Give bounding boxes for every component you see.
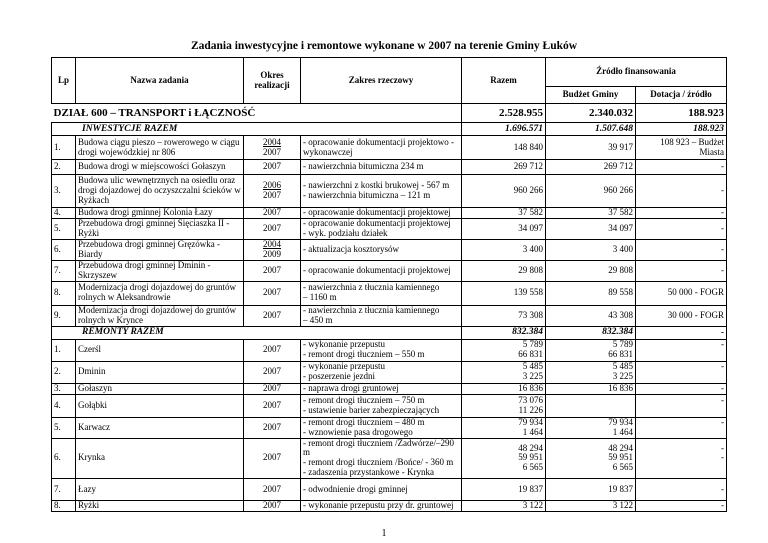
line: - nawierzchni z kostki brukowej - 567 m <box>303 180 450 191</box>
repair-budget <box>546 383 636 394</box>
repair-budget <box>546 361 636 383</box>
header-source: Źródło finansowania <box>546 58 727 87</box>
line: 3 122 <box>522 500 543 511</box>
repair-budget <box>546 479 636 501</box>
location-name: Czerśl <box>76 339 244 361</box>
repair-total <box>462 501 546 512</box>
task-period <box>244 160 301 175</box>
task-period <box>244 219 301 240</box>
row-lp: 5. <box>52 417 76 438</box>
task-name: Modernizacja drogi dojazdowej do gruntów rolnych w Krynce <box>76 305 244 326</box>
task-name: Budowa drogi gminnej Kolonia Łazy <box>76 208 244 219</box>
line: - opracowanie dokumentacji projektowej <box>303 218 451 229</box>
line <box>638 372 724 382</box>
repair-scope <box>301 394 462 417</box>
task-grant: - <box>636 240 727 261</box>
row-lp: 6. <box>52 438 76 479</box>
repair-budget <box>546 501 636 512</box>
task-grant: 108 923 – Budżet Miasta <box>636 136 727 160</box>
header-scope: Zakres rzeczowy <box>301 58 462 104</box>
row-lp: 3. <box>52 175 76 208</box>
header-period: Okres realizacji <box>244 58 301 104</box>
row-lp: 2. <box>52 160 76 175</box>
location-name: Łazy <box>76 479 244 501</box>
task-name: Przebudowa drogi gminnej Sięciaszka II - Ryżki <box>76 219 244 240</box>
task-total: 148 840 <box>462 136 546 160</box>
task-total: 139 558 <box>462 281 546 305</box>
line: 2004 <box>263 239 281 249</box>
line: - nawierzchnia z tłucznia kamiennego <box>303 304 440 315</box>
location-name: Gołaszyn <box>76 383 244 394</box>
investment-row <box>52 281 727 305</box>
line: - remont drogi tłuczniem /Bońce/ - 360 m <box>303 457 454 468</box>
repair-budget <box>546 438 636 479</box>
line: - <box>721 416 724 427</box>
task-period <box>244 260 301 281</box>
task-scope <box>301 136 462 160</box>
line <box>638 428 724 438</box>
line: 66 831 <box>518 349 543 360</box>
line: - aktualizacja kosztorysów <box>303 243 399 254</box>
line: 2007 <box>263 223 281 234</box>
repair-row <box>52 479 727 501</box>
task-scope <box>301 305 462 326</box>
repairs-budget: 832.384 <box>546 326 636 339</box>
repair-row <box>52 501 727 512</box>
row-lp: 9. <box>52 305 76 326</box>
investment-row <box>52 219 727 240</box>
task-scope <box>301 160 462 175</box>
repair-grant <box>636 438 727 479</box>
repair-total <box>462 339 546 361</box>
repair-grant <box>636 361 727 383</box>
repair-row <box>52 438 727 479</box>
row-lp: 5. <box>52 219 76 240</box>
location-name: Dminin <box>76 361 244 383</box>
line: 2007 <box>263 161 281 172</box>
line: 48 294 <box>608 442 633 453</box>
location-name: Ryżki <box>76 501 244 512</box>
task-period <box>244 208 301 219</box>
header-total: Razem <box>462 58 546 104</box>
repairs-total: 832.384 <box>462 326 546 339</box>
line: - nawierzchnia bitumiczna 234 m <box>303 161 424 172</box>
investments-budget: 1.507.648 <box>546 123 636 136</box>
repairs-body <box>52 339 727 511</box>
repair-row <box>52 417 727 438</box>
task-period <box>244 240 301 261</box>
task-name: Przebudowa drogi gminnej Dminin - Skrzyszew <box>76 260 244 281</box>
line: - poszerzenie jezdni <box>303 371 375 382</box>
line: - naprawa drogi gruntowej <box>303 382 399 393</box>
repair-budget <box>546 394 636 417</box>
repair-total <box>462 383 546 394</box>
line: 79 934 <box>608 416 633 427</box>
repair-scope <box>301 383 462 394</box>
line: 1 464 <box>522 426 543 437</box>
line: 2007 <box>263 264 281 275</box>
task-total: 3 400 <box>462 240 546 261</box>
task-grant: - <box>636 208 727 219</box>
line: - <box>721 339 724 350</box>
line: 59 951 <box>608 452 633 463</box>
task-grant: - <box>636 219 727 240</box>
repairs-grant: - <box>636 326 727 339</box>
line: 2007 <box>263 309 281 320</box>
page-number: 1 <box>381 528 387 539</box>
row-lp: 4. <box>52 394 76 417</box>
repair-grant <box>636 479 727 501</box>
line: 6 565 <box>612 462 633 473</box>
repair-scope <box>301 339 462 361</box>
section-row <box>52 104 727 123</box>
line: 2007 <box>263 190 281 200</box>
repair-period: 2007 <box>244 339 301 361</box>
row-lp: 7. <box>52 479 76 501</box>
line: 3 225 <box>522 371 543 382</box>
line: 11 226 <box>518 404 543 415</box>
line: 16 836 <box>608 382 633 393</box>
repair-total <box>462 394 546 417</box>
task-name: Budowa ulic wewnętrznych na osiedlu oraz drogi dojazdowej do oczyszczalni ścieków w Ryżkach <box>76 175 244 208</box>
line: 2004 <box>263 136 281 147</box>
task-grant: - <box>636 260 727 281</box>
repair-grant <box>636 501 727 512</box>
line: 6 565 <box>522 462 543 473</box>
line: - wyk. podziału działek <box>303 228 388 238</box>
line: - nawierzchnia z tłucznia kamiennego <box>303 282 440 293</box>
repair-total <box>462 479 546 501</box>
task-grant: 30 000 - FOGR <box>636 305 727 326</box>
repair-period: 2007 <box>244 479 301 501</box>
row-lp: 4. <box>52 208 76 219</box>
task-budget: 34 097 <box>546 219 636 240</box>
line: 2009 <box>263 248 281 259</box>
row-lp: 8. <box>52 281 76 305</box>
investment-row <box>52 160 727 175</box>
task-total: 269 712 <box>462 160 546 175</box>
repair-grant <box>636 417 727 438</box>
repair-total <box>462 361 546 383</box>
line: 5 485 <box>522 361 543 372</box>
line: 73 076 <box>518 394 543 405</box>
line: 48 294 <box>518 442 543 453</box>
repair-scope <box>301 417 462 438</box>
task-total: 34 097 <box>462 219 546 240</box>
repair-total <box>462 417 546 438</box>
repair-row <box>52 394 727 417</box>
line: - <box>721 361 724 372</box>
investment-row <box>52 260 727 281</box>
line: - remont drogi tłuczniem – 550 m <box>303 349 425 360</box>
investment-row <box>52 240 727 261</box>
section-grant: 188.923 <box>636 104 727 123</box>
investments-total: 1.696.571 <box>462 123 546 136</box>
task-budget: 269 712 <box>546 160 636 175</box>
location-name: Gołąbki <box>76 394 244 417</box>
repair-row <box>52 383 727 394</box>
header-budget: Budżet Gminy <box>546 87 636 104</box>
line <box>638 350 724 360</box>
repair-grant <box>636 383 727 394</box>
repair-scope <box>301 501 462 512</box>
repair-row <box>52 361 727 383</box>
line: 1 464 <box>612 426 633 437</box>
task-name: Budowa drogi w miejscowości Gołaszyn <box>76 160 244 175</box>
repair-budget <box>546 339 636 361</box>
location-name: Krynka <box>76 438 244 479</box>
repair-period: 2007 <box>244 383 301 394</box>
task-budget: 39 917 <box>546 136 636 160</box>
investments-body <box>52 136 727 327</box>
section-budget: 2.340.032 <box>546 104 636 123</box>
investments-summary-row <box>52 123 727 136</box>
investments-grant: 188.923 <box>636 123 727 136</box>
line: 2007 <box>263 146 281 157</box>
line: - wznowienie pasa drogowego <box>303 426 413 437</box>
task-grant: - <box>636 175 727 208</box>
line: – 1160 m <box>303 292 337 303</box>
line: 2007 <box>263 287 281 298</box>
line: 79 934 <box>518 416 543 427</box>
line: 3 225 <box>612 371 633 382</box>
task-budget: 89 558 <box>546 281 636 305</box>
task-name: Przebudowa drogi gminnej Gręzówka - Biardy <box>76 240 244 261</box>
task-grant: - <box>636 160 727 175</box>
location-name: Karwacz <box>76 417 244 438</box>
line: 5 789 <box>612 339 633 350</box>
line: - wykonanie przepustu przy dr. gruntowej <box>303 500 454 511</box>
repair-budget <box>546 417 636 438</box>
section-label: DZIAŁ 600 – TRANSPORT i ŁĄCZNOŚĆ <box>52 104 462 123</box>
task-total: 960 266 <box>462 175 546 208</box>
task-name: Budowa ciągu pieszo – rowerowego w ciągu drogi wojewódzkiej nr 806 <box>76 136 244 160</box>
line: - <box>721 452 724 463</box>
repair-scope <box>301 438 462 479</box>
repairs-label: REMONTY RAZEM <box>52 326 462 339</box>
repair-period: 2007 <box>244 361 301 383</box>
repair-grant <box>636 339 727 361</box>
line: - wykonanie przepustu <box>303 339 385 350</box>
task-scope <box>301 208 462 219</box>
investment-row <box>52 208 727 219</box>
row-lp: 3. <box>52 383 76 394</box>
repairs-summary-row <box>52 326 727 339</box>
investments-label: INWESTYCJE RAZEM <box>52 123 462 136</box>
line: 2007 <box>263 207 281 218</box>
line: - ustawienie barier zabezpieczających <box>303 404 440 415</box>
task-scope <box>301 281 462 305</box>
task-budget: 3 400 <box>546 240 636 261</box>
task-scope <box>301 175 462 208</box>
repair-period: 2007 <box>244 417 301 438</box>
row-lp: 8. <box>52 501 76 512</box>
line: - wykonanie przepustu <box>303 361 385 372</box>
task-scope <box>301 240 462 261</box>
row-lp: 7. <box>52 260 76 281</box>
line: - odwodnienie drogi gminnej <box>303 483 408 494</box>
line: 16 836 <box>518 382 543 393</box>
line: - remont drogi tłuczniem – 750 m <box>303 394 425 405</box>
line: 3 122 <box>612 500 633 511</box>
repair-scope <box>301 361 462 383</box>
investment-table <box>51 57 727 512</box>
task-scope <box>301 260 462 281</box>
task-period <box>244 305 301 326</box>
line: - remont drogi tłuczniem /Zadwórze/–290 m <box>303 437 454 458</box>
header-name: Nazwa zadania <box>76 58 244 104</box>
line: 19 837 <box>518 483 543 494</box>
task-total: 29 808 <box>462 260 546 281</box>
task-total: 37 582 <box>462 208 546 219</box>
line <box>548 396 633 406</box>
line: 2006 <box>263 180 281 191</box>
row-lp: 1. <box>52 136 76 160</box>
repair-grant <box>636 394 727 417</box>
line <box>548 406 633 416</box>
task-budget: 29 808 <box>546 260 636 281</box>
line: - opracowanie dokumentacji projektowej <box>303 207 451 218</box>
header-lp: Lp <box>52 58 76 104</box>
task-period <box>244 175 301 208</box>
task-grant: 50 000 - FOGR <box>636 281 727 305</box>
repair-scope <box>301 479 462 501</box>
row-lp: 2. <box>52 361 76 383</box>
line: - <box>721 500 724 511</box>
line: - <box>721 394 724 405</box>
repair-period: 2007 <box>244 394 301 417</box>
task-budget: 43 308 <box>546 305 636 326</box>
line: - <box>721 483 724 494</box>
line: - zadaszenia przystankowe - Krynka <box>303 467 434 478</box>
line: 5 485 <box>612 361 633 372</box>
line: - opracowanie dokumentacji projektowej <box>303 264 451 275</box>
line: - <box>721 382 724 393</box>
line: 5 789 <box>522 339 543 350</box>
line: 59 951 <box>518 452 543 463</box>
task-scope <box>301 219 462 240</box>
line <box>638 463 724 473</box>
task-budget: 960 266 <box>546 175 636 208</box>
task-name: Modernizacja drogi dojazdowej do gruntów rolnych w Aleksandrowie <box>76 281 244 305</box>
task-total: 73 308 <box>462 305 546 326</box>
line: - <box>721 442 724 453</box>
line <box>638 406 724 416</box>
repair-period: 2007 <box>244 501 301 512</box>
investment-row <box>52 305 727 326</box>
task-budget: 37 582 <box>546 208 636 219</box>
document-title: Zadania inwestycyjne i remontowe wykonane w 2007 na terenie Gminy Łuków <box>190 40 578 52</box>
line: 66 831 <box>608 349 633 360</box>
investment-row <box>52 136 727 160</box>
line: - nawierzchnia bitumiczna – 121 m <box>303 190 431 200</box>
line: – 450 m <box>303 314 333 325</box>
row-lp: 1. <box>52 339 76 361</box>
repair-row <box>52 339 727 361</box>
repair-period: 2007 <box>244 438 301 479</box>
line: - remont drogi tłuczniem – 480 m <box>303 416 425 427</box>
line: - opracowanie dokumentacji projektowo - wykonawczej <box>303 136 454 157</box>
investment-row <box>52 175 727 208</box>
section-total: 2.528.955 <box>462 104 546 123</box>
header-grant: Dotacja / źródło <box>636 87 727 104</box>
row-lp: 6. <box>52 240 76 261</box>
task-period <box>244 136 301 160</box>
repair-total <box>462 438 546 479</box>
line: 19 837 <box>608 483 633 494</box>
task-period <box>244 281 301 305</box>
